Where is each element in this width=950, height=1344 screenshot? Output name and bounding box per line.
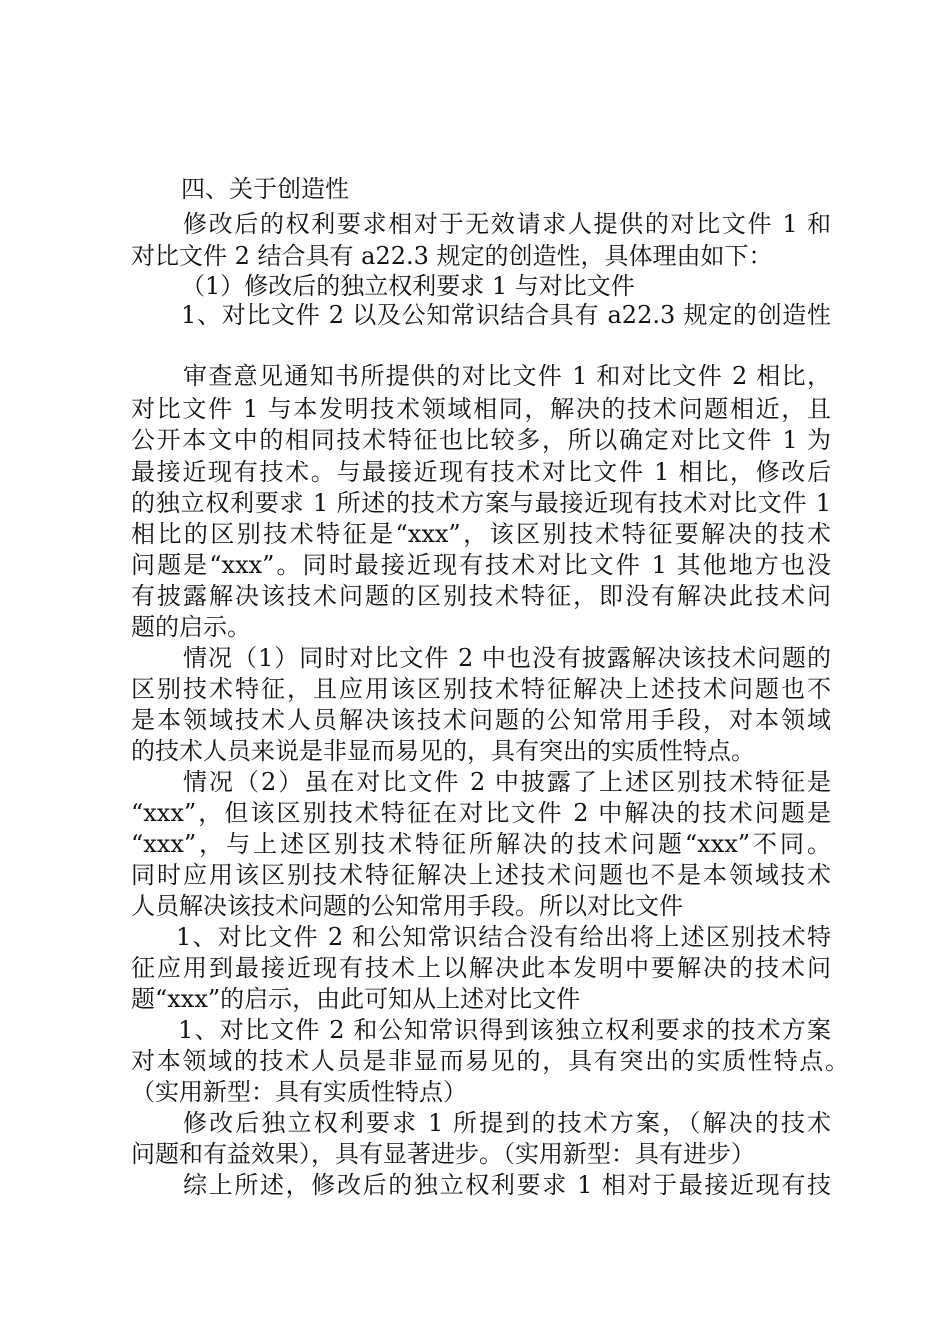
text-line: 最接近现有技术。与最接近现有技术对比文件 1 相比，修改后 bbox=[131, 458, 831, 486]
text-line: 1、对比文件 2 以及公知常识结合具有 a22.3 规定的创造性 bbox=[181, 301, 831, 329]
text-line: 问题是“xxx”。同时最接近现有技术对比文件 1 其他地方也没 bbox=[131, 551, 831, 579]
text-line: 1、对比文件 2 和公知常识得到该独立权利要求的技术方案 bbox=[178, 1016, 831, 1044]
text-line: 区别技术特征，且应用该区别技术特征解决上述技术问题也不 bbox=[131, 675, 831, 703]
text-line: 情况（2）虽在对比文件 2 中披露了上述区别技术特征是 bbox=[183, 768, 831, 796]
text-line: 问题和有益效果），具有显著进步。（实用新型：具有进步） bbox=[131, 1140, 755, 1168]
text-line: 题的启示。 bbox=[131, 613, 251, 641]
text-line: 对比文件 1 与本发明技术领域相同，解决的技术问题相近，且 bbox=[131, 395, 831, 423]
text-line: 修改后独立权利要求 1 所提到的技术方案，（解决的技术 bbox=[183, 1109, 831, 1137]
text-line: 对本领域的技术人员是非显而易见的，具有突出的实质性特点。 bbox=[131, 1047, 849, 1075]
text-line: 题“xxx”的启示，由此可知从上述对比文件 bbox=[131, 985, 581, 1013]
text-line: 对比文件 2 结合具有 a22.3 规定的创造性，具体理由如下： bbox=[131, 242, 773, 270]
text-line: 人员解决该技术问题的公知常用手段。所以对比文件 bbox=[131, 892, 683, 920]
text-line: 审查意见通知书所提供的对比文件 1 和对比文件 2 相比， bbox=[183, 362, 831, 390]
text-line: 修改后的权利要求相对于无效请求人提供的对比文件 1 和 bbox=[183, 210, 831, 238]
text-line: 公开本文中的相同技术特征也比较多，所以确定对比文件 1 为 bbox=[131, 426, 831, 454]
text-line: 综上所述，修改后的独立权利要求 1 相对于最接近现有技 bbox=[183, 1171, 831, 1199]
text-line: “xxx”，与上述区别技术特征所解决的技术问题“xxx”不同。 bbox=[131, 830, 831, 858]
text-line: 征应用到最接近现有技术上以解决此本发明中要解决的技术问 bbox=[131, 954, 831, 982]
text-line: 有披露解决该技术问题的区别技术特征，即没有解决此技术问 bbox=[131, 582, 831, 610]
text-line: 情况（1）同时对比文件 2 中也没有披露解决该技术问题的 bbox=[183, 644, 831, 672]
text-line: 相比的区别技术特征是“xxx”，该区别技术特征要解决的技术 bbox=[131, 520, 831, 548]
text-line: 1、对比文件 2 和公知常识结合没有给出将上述区别技术特 bbox=[176, 923, 831, 951]
text-line: 同时应用该区别技术特征解决上述技术问题也不是本领域技术 bbox=[131, 861, 831, 889]
text-line: （实用新型：具有实质性特点） bbox=[131, 1078, 467, 1106]
section-heading: 四、关于创造性 bbox=[181, 175, 349, 203]
text-line: “xxx”，但该区别技术特征在对比文件 2 中解决的技术问题是 bbox=[131, 799, 831, 827]
text-line: （1）修改后的独立权利要求 1 与对比文件 bbox=[181, 272, 635, 300]
text-line: 的独立权利要求 1 所述的技术方案与最接近现有技术对比文件 1 bbox=[131, 489, 831, 517]
text-line: 是本领域技术人员解决该技术问题的公知常用手段，对本领域 bbox=[131, 706, 831, 734]
text-line: 的技术人员来说是非显而易见的，具有突出的实质性特点。 bbox=[131, 737, 755, 765]
